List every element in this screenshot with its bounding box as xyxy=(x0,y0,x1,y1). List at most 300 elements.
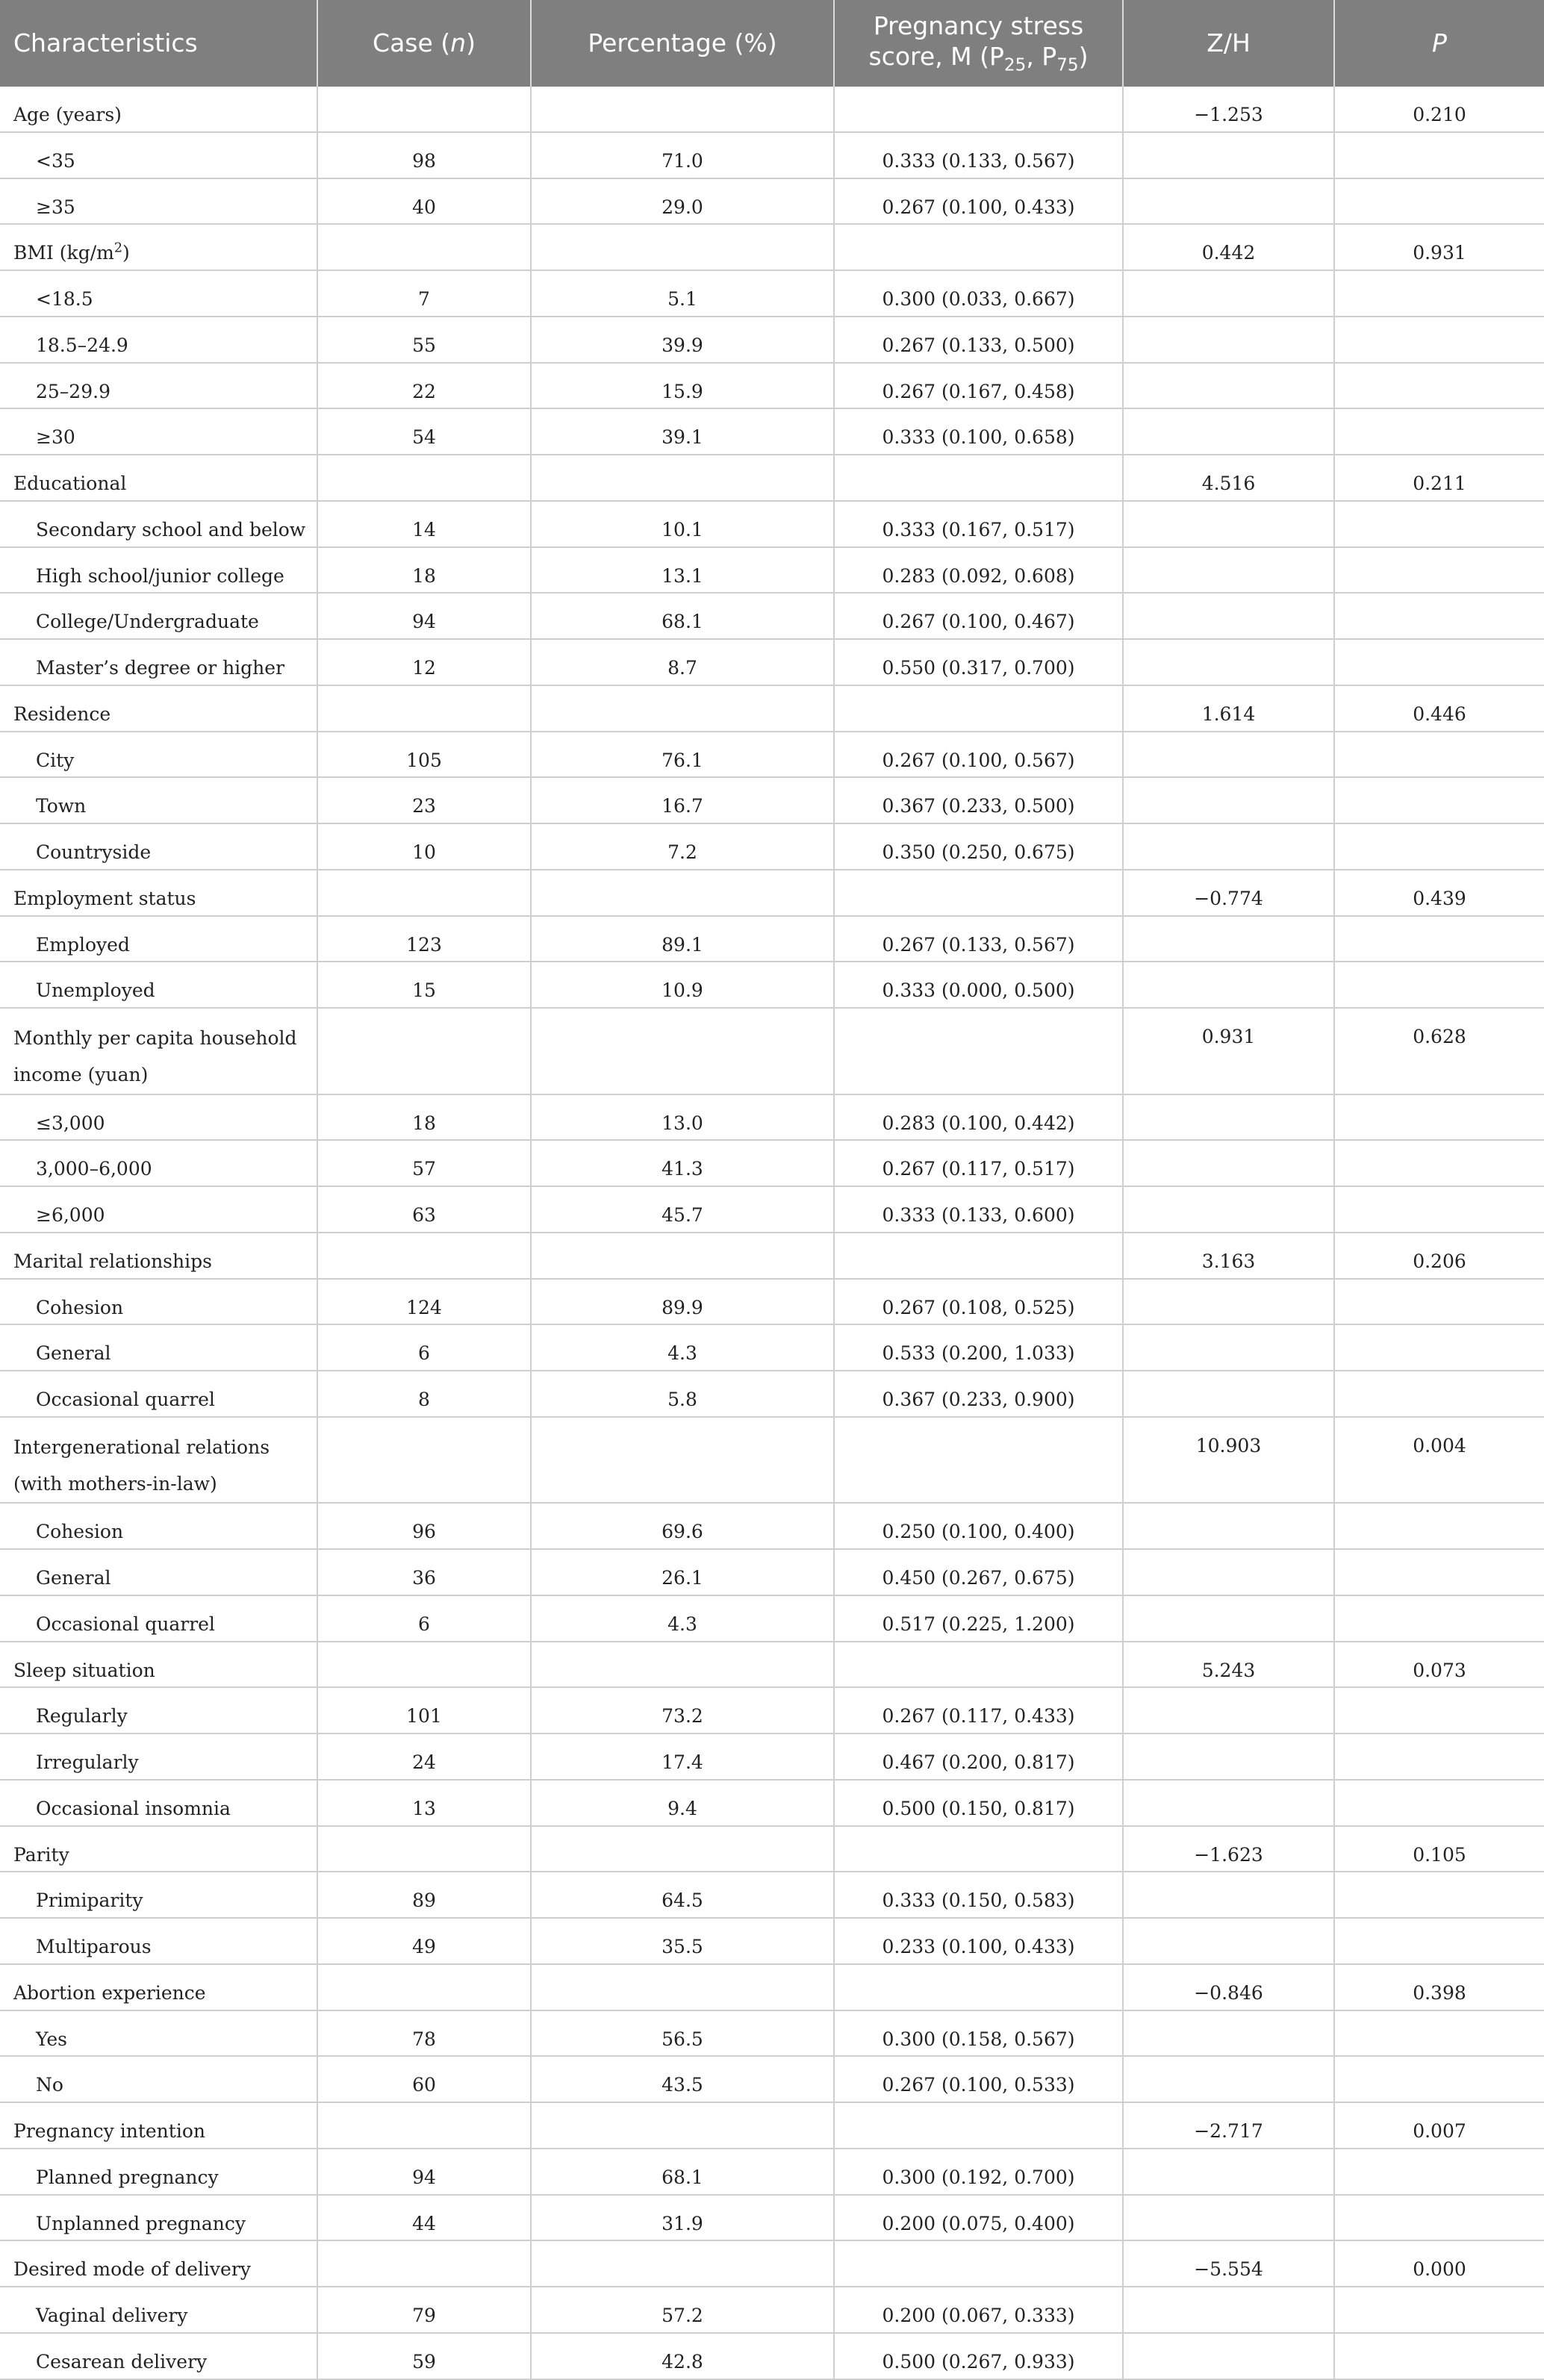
table-row xyxy=(0,962,1544,1008)
row-p: 0.004 xyxy=(1334,1417,1544,1504)
row-stress-score: 0.517 (0.225, 1.200) xyxy=(834,1595,1123,1642)
row-p xyxy=(1334,2195,1544,2241)
row-label: ≥35 xyxy=(0,178,317,225)
row-percentage: 26.1 xyxy=(531,1549,834,1595)
row-percentage xyxy=(531,685,834,732)
row-p xyxy=(1334,2010,1544,2057)
row-stress-score xyxy=(834,1826,1123,1872)
row-zh xyxy=(1123,1324,1334,1371)
header-stress-sub2: 75 xyxy=(1056,55,1079,75)
row-percentage: 45.7 xyxy=(531,1186,834,1233)
table-row xyxy=(0,1371,1544,1417)
row-zh xyxy=(1123,1186,1334,1233)
row-percentage: 4.3 xyxy=(531,1595,834,1642)
row-label: Cohesion xyxy=(0,1279,317,1325)
row-zh: 3.163 xyxy=(1123,1233,1334,1279)
row-label: Employed xyxy=(0,916,317,962)
row-zh xyxy=(1123,2010,1334,2057)
row-case xyxy=(317,1417,531,1504)
row-zh: 10.903 xyxy=(1123,1417,1334,1504)
table-row xyxy=(0,1279,1544,1325)
row-p xyxy=(1334,1094,1544,1141)
row-p xyxy=(1334,732,1544,778)
row-case xyxy=(317,1964,531,2010)
row-p xyxy=(1334,1324,1544,1371)
row-case xyxy=(317,224,531,270)
row-p: 0.446 xyxy=(1334,685,1544,732)
table-row xyxy=(0,1780,1544,1826)
table-row xyxy=(0,1918,1544,1964)
row-stress-score xyxy=(834,1417,1123,1504)
row-p: 0.931 xyxy=(1334,224,1544,270)
row-label: College/Undergraduate xyxy=(0,593,317,639)
row-label: Town xyxy=(0,777,317,823)
row-p xyxy=(1334,1687,1544,1733)
row-label: Planned pregnancy xyxy=(0,2149,317,2195)
header-stress-score xyxy=(834,0,1123,87)
row-label: Parity xyxy=(0,1826,317,1872)
row-p xyxy=(1334,1780,1544,1826)
row-stress-score: 0.300 (0.192, 0.700) xyxy=(834,2149,1123,2195)
table-group-row xyxy=(0,224,1544,270)
row-percentage: 39.9 xyxy=(531,317,834,363)
row-percentage: 69.6 xyxy=(531,1503,834,1549)
row-zh xyxy=(1123,270,1334,317)
table-row xyxy=(0,1549,1544,1595)
row-stress-score: 0.300 (0.033, 0.667) xyxy=(834,270,1123,317)
row-label: ≥6,000 xyxy=(0,1186,317,1233)
row-stress-score xyxy=(834,455,1123,501)
row-case: 98 xyxy=(317,132,531,178)
row-label: Age (years) xyxy=(0,87,317,132)
table-group-row xyxy=(0,2240,1544,2287)
table-row xyxy=(0,2333,1544,2379)
row-label: <18.5 xyxy=(0,270,317,317)
row-zh xyxy=(1123,1595,1334,1642)
table-row xyxy=(0,823,1544,870)
row-p xyxy=(1334,178,1544,225)
row-p xyxy=(1334,1140,1544,1186)
table-row xyxy=(0,501,1544,547)
row-label: 25–29.9 xyxy=(0,363,317,409)
bmi-label-prefix: BMI (kg/m xyxy=(13,242,114,264)
row-stress-score: 0.233 (0.100, 0.433) xyxy=(834,1918,1123,1964)
row-p: 0.211 xyxy=(1334,455,1544,501)
table-row xyxy=(0,178,1544,225)
header-characteristics: Characteristics xyxy=(0,0,317,87)
row-percentage: 9.4 xyxy=(531,1780,834,1826)
row-label: City xyxy=(0,732,317,778)
row-label: Yes xyxy=(0,2010,317,2057)
row-p: 0.206 xyxy=(1334,1233,1544,1279)
row-p xyxy=(1334,363,1544,409)
row-p xyxy=(1334,270,1544,317)
row-case: 105 xyxy=(317,732,531,778)
row-stress-score: 0.267 (0.108, 0.525) xyxy=(834,1279,1123,1325)
table-group-row xyxy=(0,455,1544,501)
row-percentage: 56.5 xyxy=(531,2010,834,2057)
row-case: 10 xyxy=(317,823,531,870)
row-zh xyxy=(1123,639,1334,685)
row-stress-score: 0.367 (0.233, 0.900) xyxy=(834,1371,1123,1417)
header-case-suffix: ) xyxy=(466,28,476,58)
row-label: General xyxy=(0,1324,317,1371)
row-zh xyxy=(1123,132,1334,178)
row-label: <35 xyxy=(0,132,317,178)
row-case: 59 xyxy=(317,2333,531,2379)
table-group-row xyxy=(0,1417,1544,1504)
row-label: Educational xyxy=(0,455,317,501)
row-label: Abortion experience xyxy=(0,1964,317,2010)
row-stress-score: 0.267 (0.100, 0.467) xyxy=(834,593,1123,639)
row-label: Intergenerational relations (with mothers-in-law) xyxy=(0,1417,317,1504)
row-case: 36 xyxy=(317,1549,531,1595)
row-stress-score: 0.267 (0.133, 0.500) xyxy=(834,317,1123,363)
table-row xyxy=(0,1503,1544,1549)
row-zh xyxy=(1123,408,1334,455)
row-label: ≤3,000 xyxy=(0,1094,317,1141)
header-stress-line2-prefix: score, M (P xyxy=(868,41,1004,71)
row-percentage: 43.5 xyxy=(531,2056,834,2102)
row-zh: 4.516 xyxy=(1123,455,1334,501)
row-zh xyxy=(1123,1279,1334,1325)
row-stress-score: 0.267 (0.100, 0.433) xyxy=(834,178,1123,225)
row-stress-score: 0.333 (0.150, 0.583) xyxy=(834,1872,1123,1918)
row-p xyxy=(1334,408,1544,455)
row-case xyxy=(317,1826,531,1872)
row-zh xyxy=(1123,1094,1334,1141)
table-group-row xyxy=(0,1008,1544,1094)
row-label: Primiparity xyxy=(0,1872,317,1918)
row-case xyxy=(317,1008,531,1094)
table-group-row xyxy=(0,1826,1544,1872)
row-percentage: 39.1 xyxy=(531,408,834,455)
table-row xyxy=(0,363,1544,409)
row-case: 101 xyxy=(317,1687,531,1733)
row-label: Occasional insomnia xyxy=(0,1780,317,1826)
table-row xyxy=(0,547,1544,594)
row-percentage: 7.2 xyxy=(531,823,834,870)
table-header xyxy=(0,0,1544,87)
row-case: 8 xyxy=(317,1371,531,1417)
row-zh xyxy=(1123,1872,1334,1918)
row-case xyxy=(317,2240,531,2287)
bmi-label-sup: 2 xyxy=(113,240,122,256)
table-group-row xyxy=(0,2102,1544,2149)
row-case: 123 xyxy=(317,916,531,962)
row-case: 96 xyxy=(317,1503,531,1549)
row-zh: 0.442 xyxy=(1123,224,1334,270)
row-stress-score: 0.467 (0.200, 0.817) xyxy=(834,1733,1123,1780)
row-stress-score xyxy=(834,685,1123,732)
row-percentage xyxy=(531,1233,834,1279)
row-stress-score: 0.350 (0.250, 0.675) xyxy=(834,823,1123,870)
table-group-row xyxy=(0,685,1544,732)
row-percentage: 13.1 xyxy=(531,547,834,594)
row-percentage: 10.9 xyxy=(531,962,834,1008)
row-percentage xyxy=(531,87,834,132)
table-row xyxy=(0,777,1544,823)
row-case xyxy=(317,1233,531,1279)
row-stress-score: 0.333 (0.133, 0.567) xyxy=(834,132,1123,178)
row-percentage xyxy=(531,455,834,501)
row-zh xyxy=(1123,2287,1334,2333)
row-stress-score xyxy=(834,1642,1123,1688)
row-p xyxy=(1334,1186,1544,1233)
row-case: 6 xyxy=(317,1595,531,1642)
row-percentage xyxy=(531,1008,834,1094)
row-case: 44 xyxy=(317,2195,531,2241)
table-row xyxy=(0,593,1544,639)
row-stress-score: 0.333 (0.100, 0.658) xyxy=(834,408,1123,455)
row-stress-score: 0.267 (0.117, 0.433) xyxy=(834,1687,1123,1733)
row-stress-score: 0.333 (0.000, 0.500) xyxy=(834,962,1123,1008)
row-zh xyxy=(1123,2195,1334,2241)
table-row xyxy=(0,1186,1544,1233)
row-stress-score: 0.533 (0.200, 1.033) xyxy=(834,1324,1123,1371)
row-case: 124 xyxy=(317,1279,531,1325)
row-zh: 1.614 xyxy=(1123,685,1334,732)
row-p xyxy=(1334,1595,1544,1642)
row-stress-score: 0.267 (0.133, 0.567) xyxy=(834,916,1123,962)
row-stress-score xyxy=(834,224,1123,270)
row-percentage: 42.8 xyxy=(531,2333,834,2379)
row-label: Residence xyxy=(0,685,317,732)
row-label: 3,000–6,000 xyxy=(0,1140,317,1186)
header-case-n: n xyxy=(450,28,467,58)
table-row xyxy=(0,916,1544,962)
row-label: Vaginal delivery xyxy=(0,2287,317,2333)
row-case: 55 xyxy=(317,317,531,363)
row-case: 49 xyxy=(317,1918,531,1964)
row-label: General xyxy=(0,1549,317,1595)
row-zh xyxy=(1123,1780,1334,1826)
row-label: Multiparous xyxy=(0,1918,317,1964)
row-p: 0.439 xyxy=(1334,870,1544,916)
row-case: 15 xyxy=(317,962,531,1008)
row-p xyxy=(1334,639,1544,685)
row-label: Pregnancy intention xyxy=(0,2102,317,2149)
row-stress-score: 0.267 (0.167, 0.458) xyxy=(834,363,1123,409)
row-percentage: 5.8 xyxy=(531,1371,834,1417)
row-case: 7 xyxy=(317,270,531,317)
table-row xyxy=(0,732,1544,778)
header-row xyxy=(0,0,1544,87)
row-percentage: 89.1 xyxy=(531,916,834,962)
table-group-row xyxy=(0,870,1544,916)
table-row xyxy=(0,2287,1544,2333)
table-row xyxy=(0,317,1544,363)
row-p xyxy=(1334,2287,1544,2333)
row-p xyxy=(1334,2056,1544,2102)
row-label: Unemployed xyxy=(0,962,317,1008)
row-case: 14 xyxy=(317,501,531,547)
row-percentage xyxy=(531,1642,834,1688)
row-percentage: 73.2 xyxy=(531,1687,834,1733)
table-row xyxy=(0,2195,1544,2241)
row-zh xyxy=(1123,363,1334,409)
row-case xyxy=(317,870,531,916)
row-p xyxy=(1334,823,1544,870)
row-p xyxy=(1334,132,1544,178)
row-stress-score xyxy=(834,87,1123,132)
row-case: 12 xyxy=(317,639,531,685)
row-label: ≥30 xyxy=(0,408,317,455)
row-zh xyxy=(1123,777,1334,823)
row-p: 0.210 xyxy=(1334,87,1544,132)
row-percentage: 13.0 xyxy=(531,1094,834,1141)
row-stress-score: 0.267 (0.100, 0.533) xyxy=(834,2056,1123,2102)
row-percentage: 5.1 xyxy=(531,270,834,317)
row-case: 57 xyxy=(317,1140,531,1186)
row-stress-score: 0.450 (0.267, 0.675) xyxy=(834,1549,1123,1595)
row-p xyxy=(1334,317,1544,363)
row-percentage: 10.1 xyxy=(531,501,834,547)
row-zh xyxy=(1123,732,1334,778)
row-p xyxy=(1334,547,1544,594)
table-row xyxy=(0,1872,1544,1918)
row-p xyxy=(1334,962,1544,1008)
row-case: 94 xyxy=(317,593,531,639)
row-percentage xyxy=(531,2102,834,2149)
row-stress-score xyxy=(834,870,1123,916)
row-zh xyxy=(1123,547,1334,594)
table-row xyxy=(0,132,1544,178)
row-zh: −2.717 xyxy=(1123,2102,1334,2149)
header-stress-sub1: 25 xyxy=(1003,55,1027,75)
row-percentage: 29.0 xyxy=(531,178,834,225)
row-stress-score: 0.283 (0.100, 0.442) xyxy=(834,1094,1123,1141)
row-label: Marital relationships xyxy=(0,1233,317,1279)
row-zh xyxy=(1123,317,1334,363)
row-zh xyxy=(1123,1371,1334,1417)
table-row xyxy=(0,1094,1544,1141)
row-case: 79 xyxy=(317,2287,531,2333)
header-case-prefix: Case ( xyxy=(373,28,451,58)
table-row xyxy=(0,1595,1544,1642)
row-label: Monthly per capita household income (yuan) xyxy=(0,1008,317,1094)
row-case: 60 xyxy=(317,2056,531,2102)
row-stress-score: 0.200 (0.067, 0.333) xyxy=(834,2287,1123,2333)
row-label: Sleep situation xyxy=(0,1642,317,1688)
row-stress-score: 0.267 (0.117, 0.517) xyxy=(834,1140,1123,1186)
row-label: Desired mode of delivery xyxy=(0,2240,317,2287)
row-label: Regularly xyxy=(0,1687,317,1733)
row-zh xyxy=(1123,1549,1334,1595)
row-p xyxy=(1334,2333,1544,2379)
header-case xyxy=(317,0,531,87)
row-stress-score: 0.500 (0.150, 0.817) xyxy=(834,1780,1123,1826)
row-zh: −5.554 xyxy=(1123,2240,1334,2287)
row-percentage: 57.2 xyxy=(531,2287,834,2333)
table-row xyxy=(0,2010,1544,2057)
row-stress-score: 0.367 (0.233, 0.500) xyxy=(834,777,1123,823)
table-group-row xyxy=(0,1642,1544,1688)
bmi-label-suffix: ) xyxy=(122,242,130,264)
table-row xyxy=(0,1687,1544,1733)
row-zh xyxy=(1123,593,1334,639)
header-stress-line1: Pregnancy stress xyxy=(873,10,1084,40)
row-stress-score: 0.333 (0.167, 0.517) xyxy=(834,501,1123,547)
row-case xyxy=(317,2102,531,2149)
row-p xyxy=(1334,2149,1544,2195)
row-zh xyxy=(1123,1503,1334,1549)
table-row xyxy=(0,639,1544,685)
row-zh xyxy=(1123,823,1334,870)
row-p xyxy=(1334,1872,1544,1918)
row-zh xyxy=(1123,178,1334,225)
row-label: Occasional quarrel xyxy=(0,1595,317,1642)
row-percentage: 64.5 xyxy=(531,1872,834,1918)
row-case: 89 xyxy=(317,1872,531,1918)
table-row xyxy=(0,2149,1544,2195)
row-percentage: 16.7 xyxy=(531,777,834,823)
row-label xyxy=(0,224,317,270)
row-case: 40 xyxy=(317,178,531,225)
header-stress-mid: , P xyxy=(1026,41,1057,71)
row-stress-score xyxy=(834,2240,1123,2287)
row-p xyxy=(1334,1733,1544,1780)
row-stress-score: 0.550 (0.317, 0.700) xyxy=(834,639,1123,685)
row-case: 18 xyxy=(317,547,531,594)
row-p xyxy=(1334,1918,1544,1964)
row-case xyxy=(317,455,531,501)
header-p xyxy=(1334,0,1544,87)
row-percentage: 71.0 xyxy=(531,132,834,178)
table-group-row xyxy=(0,1233,1544,1279)
row-percentage xyxy=(531,1964,834,2010)
row-zh: 0.931 xyxy=(1123,1008,1334,1094)
row-zh xyxy=(1123,501,1334,547)
row-stress-score xyxy=(834,1008,1123,1094)
row-p: 0.000 xyxy=(1334,2240,1544,2287)
row-stress-score: 0.300 (0.158, 0.567) xyxy=(834,2010,1123,2057)
row-stress-score: 0.250 (0.100, 0.400) xyxy=(834,1503,1123,1549)
row-percentage: 68.1 xyxy=(531,593,834,639)
row-zh xyxy=(1123,962,1334,1008)
row-case: 63 xyxy=(317,1186,531,1233)
row-label: Cesarean delivery xyxy=(0,2333,317,2379)
row-percentage xyxy=(531,870,834,916)
row-label: Cohesion xyxy=(0,1503,317,1549)
header-p-text: P xyxy=(1432,28,1447,58)
row-zh: −0.774 xyxy=(1123,870,1334,916)
row-case: 22 xyxy=(317,363,531,409)
row-case: 6 xyxy=(317,1324,531,1371)
header-percentage: Percentage (%) xyxy=(531,0,834,87)
row-p: 0.073 xyxy=(1334,1642,1544,1688)
row-p: 0.007 xyxy=(1334,2102,1544,2149)
row-p xyxy=(1334,593,1544,639)
row-percentage xyxy=(531,224,834,270)
row-zh: −0.846 xyxy=(1123,1964,1334,2010)
row-case: 23 xyxy=(317,777,531,823)
row-stress-score: 0.200 (0.075, 0.400) xyxy=(834,2195,1123,2241)
row-zh: −1.623 xyxy=(1123,1826,1334,1872)
row-percentage: 8.7 xyxy=(531,639,834,685)
header-stress-suffix: ) xyxy=(1078,41,1089,71)
row-percentage xyxy=(531,1826,834,1872)
row-percentage: 76.1 xyxy=(531,732,834,778)
row-p xyxy=(1334,501,1544,547)
row-label: High school/junior college xyxy=(0,547,317,594)
row-percentage: 35.5 xyxy=(531,1918,834,1964)
row-zh xyxy=(1123,1733,1334,1780)
row-percentage: 89.9 xyxy=(531,1279,834,1325)
row-case: 18 xyxy=(317,1094,531,1141)
row-case xyxy=(317,685,531,732)
row-case xyxy=(317,1642,531,1688)
